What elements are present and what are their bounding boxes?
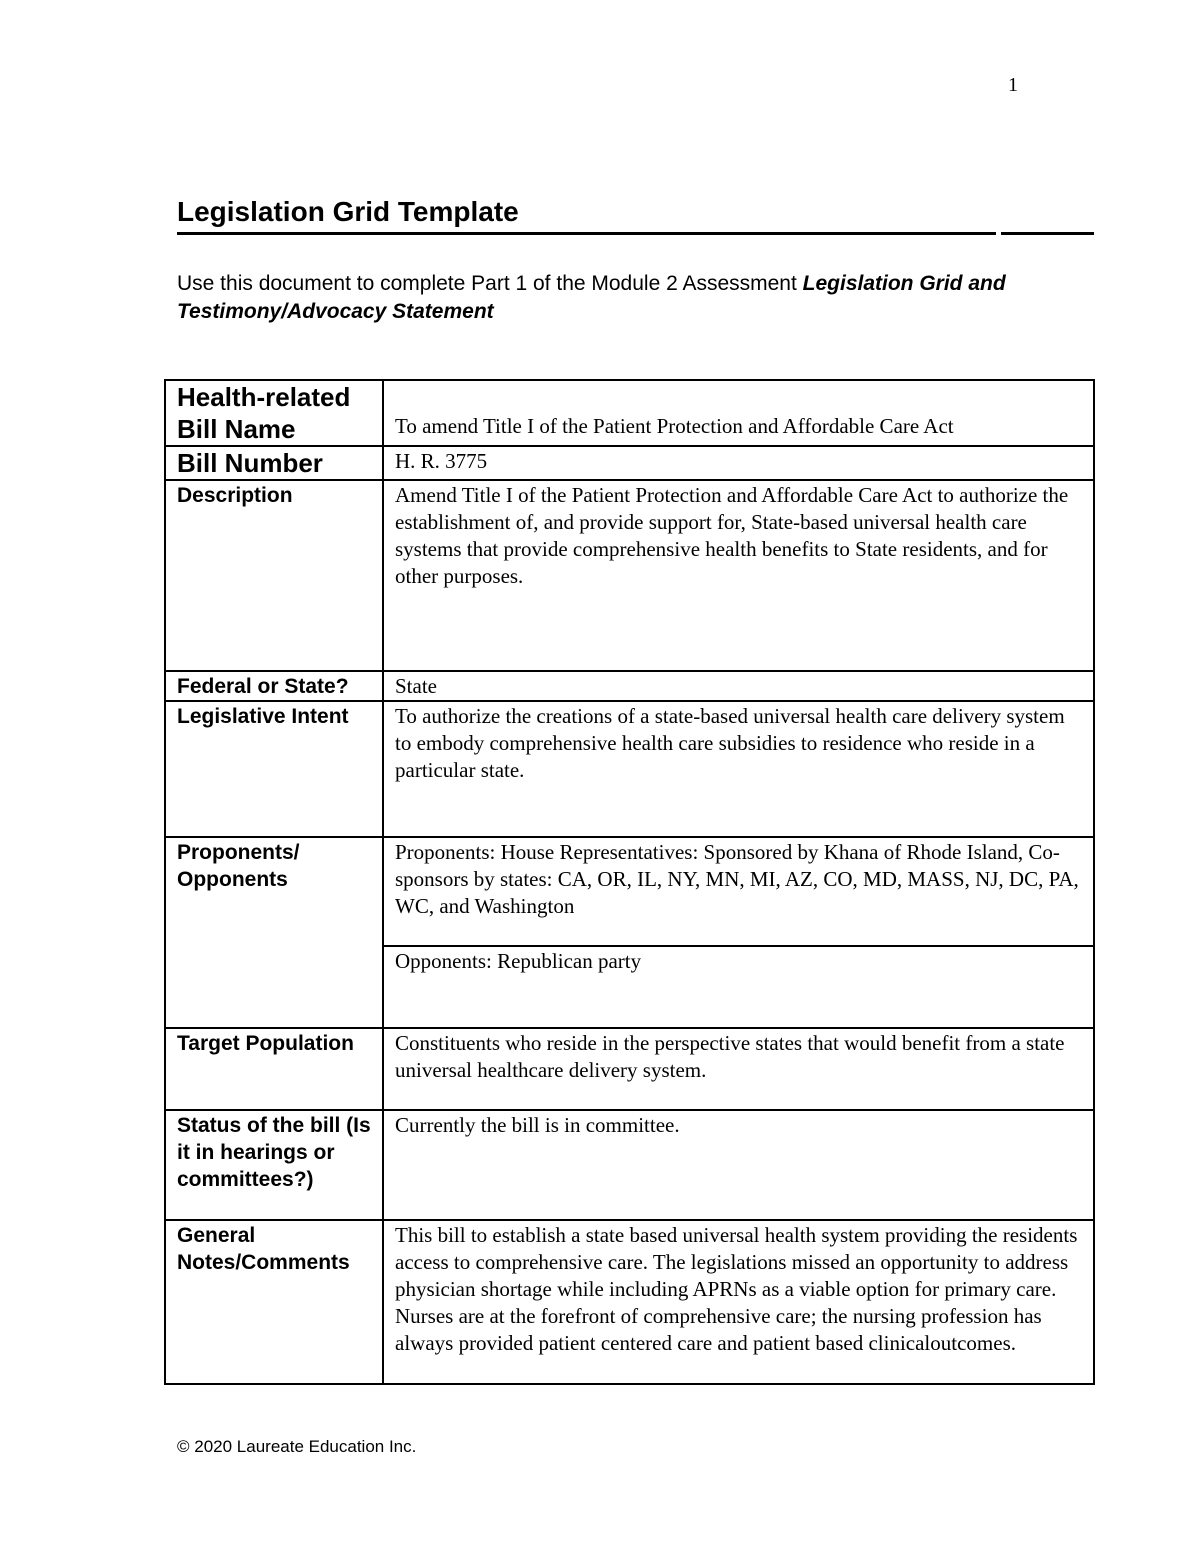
proponents-value: Proponents: House Representatives: Sponsored by Khana of Rhode Island, Co-sponsors by states: CA, OR, IL, NY, MN, MI, AZ, CO, MD, MASS, NJ, DC, PA, WC, and Washington: [383, 837, 1094, 946]
intro-paragraph: [177, 270, 1077, 326]
grid-row-target-population: [165, 1028, 1094, 1110]
bill-name-label: Health-related Bill Name: [165, 380, 383, 446]
federal-or-state-label: Federal or State?: [165, 671, 383, 701]
federal-or-state-value: State: [383, 671, 1094, 701]
grid-row-federal-state: [165, 671, 1094, 701]
title-underline: [177, 232, 996, 235]
bill-number-value: H. R. 3775: [383, 446, 1094, 480]
target-population-value: Constituents who reside in the perspective states that would benefit from a state universal healthcare delivery system.: [383, 1028, 1094, 1110]
target-population-label: Target Population: [165, 1028, 383, 1110]
description-value: Amend Title I of the Patient Protection and Affordable Care Act to authorize the establishment of, and provide support for, State-based universal health care systems that provide comprehensive health benefits to State residents, and for other purposes.: [383, 480, 1094, 671]
title-underline-short: [1001, 232, 1094, 235]
grid-row-status: [165, 1110, 1094, 1220]
grid-row-proponents: [165, 837, 1094, 946]
status-label: Status of the bill (Is it in hearings or committees?): [165, 1110, 383, 1220]
opponents-value: Opponents: Republican party: [383, 946, 1094, 1028]
grid-row-description: [165, 480, 1094, 671]
general-notes-label: General Notes/Comments: [165, 1220, 383, 1384]
legislation-grid: [164, 379, 1095, 1385]
proponents-opponents-label: Proponents/ Opponents: [165, 837, 383, 1028]
status-value: Currently the bill is in committee.: [383, 1110, 1094, 1220]
bill-name-value: To amend Title I of the Patient Protection and Affordable Care Act: [383, 380, 1094, 446]
grid-row-bill-number: [165, 446, 1094, 480]
document-title: Legislation Grid Template: [177, 196, 519, 227]
copyright-footer: © 2020 Laureate Education Inc.: [177, 1437, 417, 1456]
grid-row-legislative-intent: [165, 701, 1094, 837]
grid-row-bill-name: [165, 380, 1094, 446]
general-notes-value: This bill to establish a state based universal health system providing the residents access to comprehensive care. The legislations missed an opportunity to address physician shortage while including APRNs as a viable option for primary care. Nurses are at the forefront of comprehensive care; the nursing profession has always provided patient centered care and patient based clinicaloutcomes.: [383, 1220, 1094, 1384]
legislative-intent-value: To authorize the creations of a state-based universal health care delivery system to embody comprehensive health care subsidies to residence who reside in a particular state.: [383, 701, 1094, 837]
intro-text: Use this document to complete Part 1 of the Module 2 Assessment: [177, 272, 803, 295]
legislative-intent-label: Legislative Intent: [165, 701, 383, 837]
bill-number-label: Bill Number: [165, 446, 383, 480]
grid-row-notes: [165, 1220, 1094, 1384]
intro-emphasis: Legislation Grid and Testimony/Advocacy Statement: [177, 272, 1006, 323]
page-number: 1: [1008, 74, 1018, 96]
description-label: Description: [165, 480, 383, 671]
